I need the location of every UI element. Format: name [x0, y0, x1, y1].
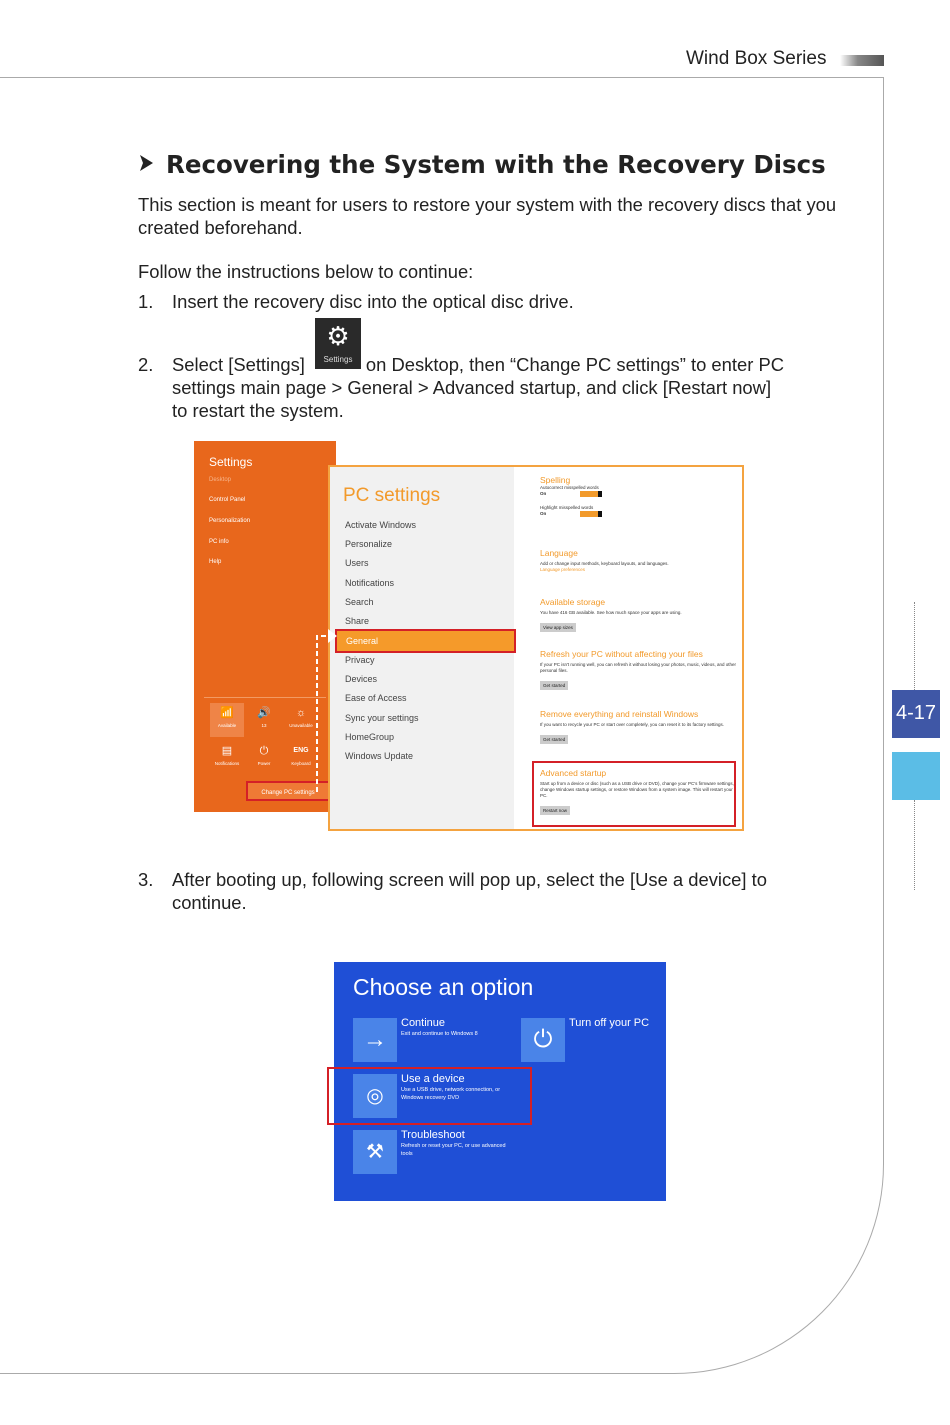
toggle-switch	[580, 491, 602, 497]
charm-item: Personalization	[209, 518, 251, 524]
tile-label: 13	[261, 723, 267, 728]
step-number: 2.	[138, 354, 154, 375]
option-title: Continue	[401, 1017, 446, 1029]
step-number: 3.	[138, 869, 154, 890]
tools-icon: ⚒	[353, 1130, 397, 1174]
brightness-icon: ☼	[295, 707, 307, 719]
menu-item-general: General	[335, 629, 516, 653]
network-icon: 📶	[220, 707, 234, 719]
tile-label: Available	[217, 723, 237, 728]
menu-item: Windows Update	[345, 751, 414, 761]
charm-item: Control Panel	[209, 497, 246, 503]
section-title	[138, 150, 826, 179]
chapter-tab	[892, 752, 940, 800]
power-icon: ⏻	[259, 745, 269, 757]
section-heading: Available storage	[540, 597, 606, 607]
section-heading: Advanced startup	[540, 768, 607, 778]
step-3	[138, 868, 838, 914]
spelling-section	[540, 475, 736, 517]
choose-option-screenshot	[334, 962, 666, 1201]
refresh-section	[540, 649, 736, 692]
advanced-startup-highlight	[532, 761, 736, 827]
menu-item: HomeGroup	[345, 732, 395, 742]
step-number: 1.	[138, 291, 154, 312]
menu-item: Devices	[345, 674, 378, 684]
toggle-state: On	[540, 511, 547, 517]
option-title: Troubleshoot	[401, 1129, 465, 1141]
pc-settings-screenshot	[328, 465, 744, 831]
section-desc: Start up from a device or disc (such as a USB drive or DVD), change your PC's firmware settings, change Windows startup settings, or restore Windows from a system image. This will restart your PC.	[540, 781, 734, 798]
menu-item: Sync your settings	[345, 713, 419, 723]
toggle-state: On	[540, 491, 547, 497]
header-series: Wind Box Series	[686, 48, 827, 69]
option-sub: Use a USB drive, network connection, or Windows recovery DVD	[401, 1087, 501, 1101]
language-link: Language preferences	[540, 567, 586, 572]
section-heading: Spelling	[540, 475, 571, 485]
language-section	[540, 548, 736, 573]
network-tile	[210, 703, 244, 737]
dashed-arrow	[300, 620, 360, 800]
setting-label: Highlight misspelled words	[540, 505, 594, 511]
menu-item: Share	[345, 616, 370, 626]
power-icon: ⏻	[521, 1018, 565, 1062]
option-title: Turn off your PC	[569, 1017, 650, 1029]
disc-icon: ◎	[353, 1074, 397, 1118]
section-desc: If you want to recycle your PC or start over completely, you can reset it to its factory settings.	[540, 722, 724, 727]
choose-title: Choose an option	[353, 974, 534, 1000]
option-title: Use a device	[401, 1073, 465, 1085]
page-number-tab: 4-17	[892, 690, 940, 738]
section-desc: You have 416 GB available. See how much space your apps are using.	[540, 610, 682, 615]
tile-label: Notifications	[214, 761, 240, 766]
tile-label: Power	[257, 761, 271, 766]
notifications-tile	[210, 741, 244, 775]
step-text: Select [Settings]	[172, 354, 305, 375]
follow-text: Follow the instructions below to continue:	[138, 261, 474, 282]
gear-icon: ⚙	[326, 321, 350, 351]
option-sub: Refresh or reset your PC, or use advanced tools	[401, 1143, 506, 1157]
side-dots-top	[914, 602, 915, 690]
menu-item: Activate Windows	[345, 520, 417, 530]
section-heading: Language	[540, 548, 578, 558]
charm-item: Help	[209, 559, 222, 565]
arrow-right-icon: →	[353, 1018, 397, 1062]
step-text: settings main page > General > Advanced startup, and click [Restart now]	[172, 377, 772, 398]
remove-section	[540, 709, 736, 746]
pc-settings-title: PC settings	[343, 485, 441, 506]
restart-now-button: Restart now	[540, 806, 570, 815]
menu-item: Users	[345, 558, 369, 568]
charm-title: Settings	[209, 455, 253, 469]
option-sub: Exit and continue to Windows 8	[401, 1031, 478, 1037]
step-1	[138, 290, 574, 313]
step-2	[138, 353, 838, 422]
menu-item: Search	[345, 597, 374, 607]
section-heading: Remove everything and reinstall Windows	[540, 709, 699, 719]
view-app-sizes-button: View app sizes	[540, 623, 576, 632]
volume-icon: 🔊	[257, 707, 271, 719]
charm-item: PC info	[209, 539, 229, 545]
step-text: Insert the recovery disc into the optical disc drive.	[172, 291, 574, 312]
tile-label: Unavailable	[289, 723, 313, 728]
change-pc-settings-button: Change PC settings	[246, 781, 330, 801]
charm-item: Desktop	[209, 477, 232, 483]
settings-icon-label: Settings	[323, 355, 353, 364]
menu-item: Notifications	[345, 578, 395, 588]
get-started-button: Get started	[540, 735, 568, 744]
tile-label: Keyboard	[291, 761, 311, 766]
volume-tile	[247, 703, 281, 737]
step-text: to restart the system.	[172, 400, 344, 421]
step-text: After booting up, following screen will pop up, select the [Use a device] to	[172, 869, 767, 890]
use-a-device-highlight	[327, 1067, 532, 1125]
step-text: continue.	[172, 892, 247, 913]
setting-label: Autocorrect misspelled words	[540, 485, 599, 490]
chevron-right-icon	[138, 150, 166, 179]
menu-item: Personalize	[345, 539, 393, 549]
storage-section	[540, 597, 736, 634]
section-heading: Refresh your PC without affecting your files	[540, 649, 703, 659]
menu-item: Privacy	[345, 655, 375, 665]
section-title-text: Recovering the System with the Recovery Discs	[166, 150, 826, 179]
toggle-switch	[580, 511, 602, 517]
power-tile	[247, 741, 281, 775]
side-dots-bottom	[914, 800, 915, 890]
step-text: on Desktop, then “Change PC settings” to enter PC	[365, 354, 785, 375]
get-started-button: Get started	[540, 681, 568, 690]
keyboard-icon: ENG	[293, 747, 309, 754]
intro-text: This section is meant for users to restore your system with the recovery discs that you created beforehand.	[138, 194, 837, 238]
notifications-icon: ▤	[221, 745, 233, 757]
section-desc: Add or change input methods, keyboard layouts, and languages.	[540, 561, 669, 566]
header-bar	[840, 55, 884, 66]
menu-item: Ease of Access	[345, 693, 407, 703]
section-desc: If your PC isn't running well, you can refresh it without losing your photos, music, videos, and other personal files.	[540, 662, 736, 673]
